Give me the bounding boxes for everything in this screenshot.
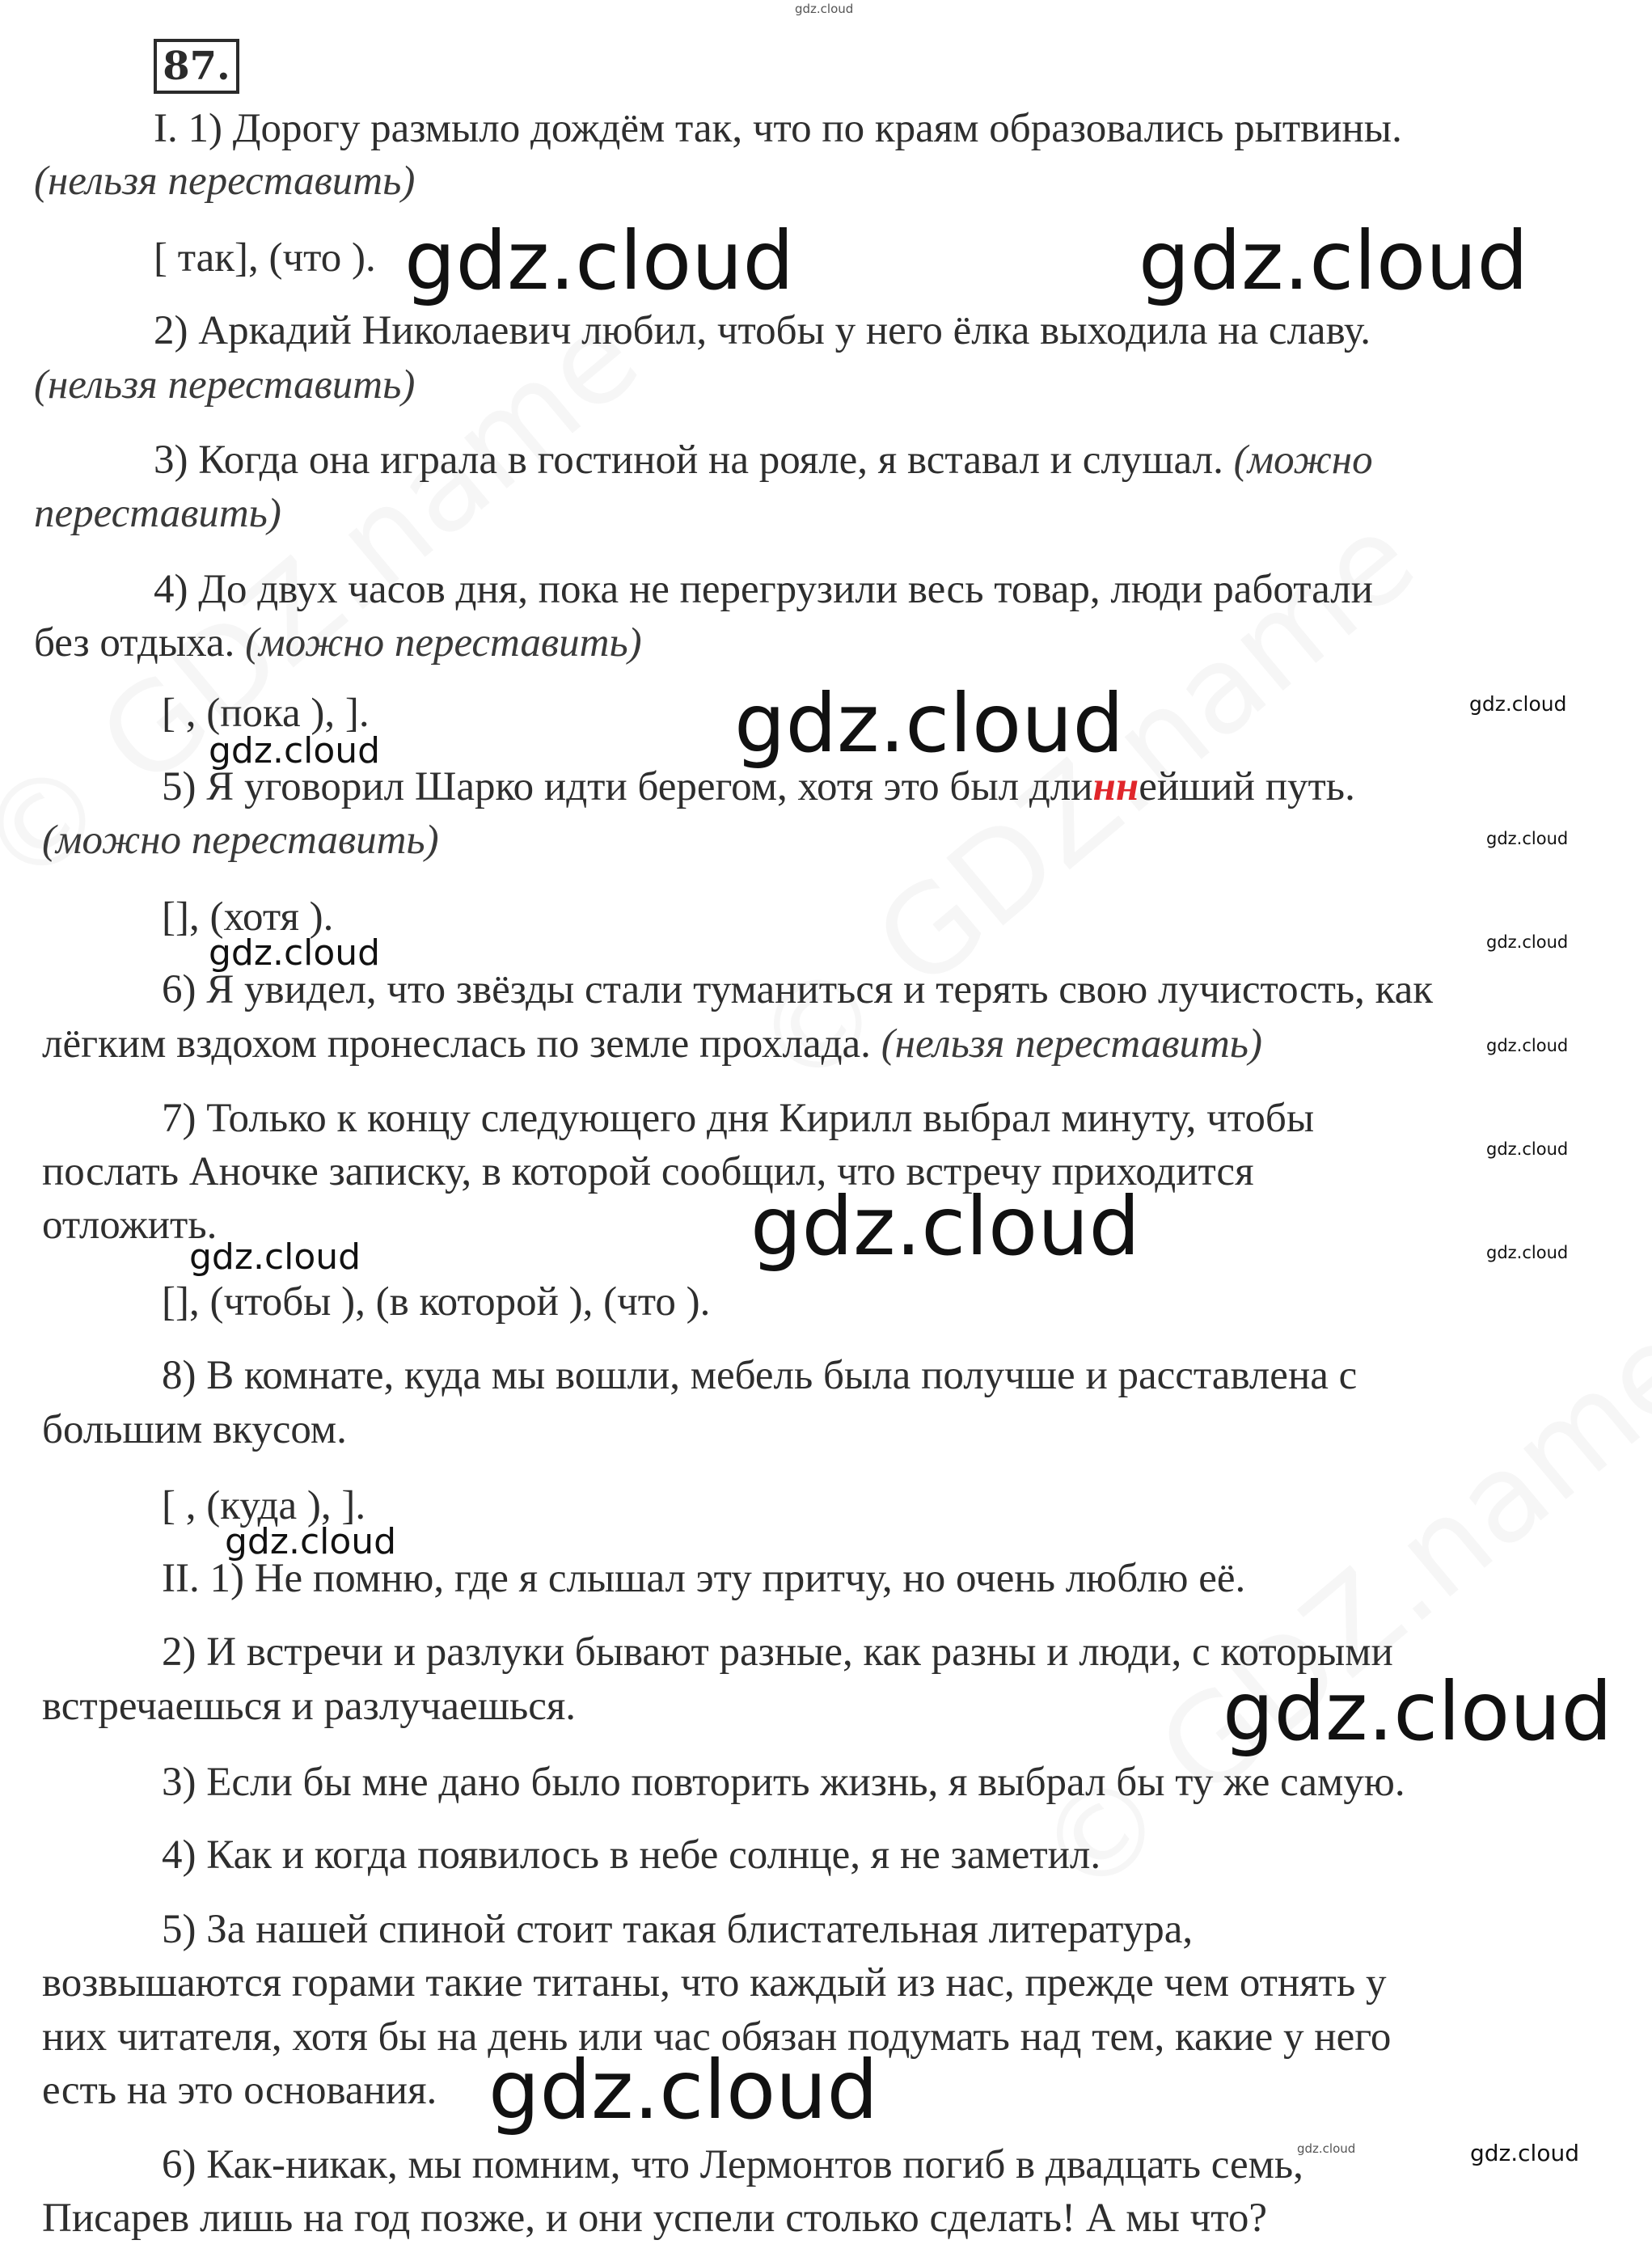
sentence-text: 3) Когда она играла в гостиной на рояле, я вставал и слушал.: [154, 437, 1234, 483]
text-line: 5) За нашей спиной стоит такая блистательная литература,: [162, 1907, 1194, 1952]
text-line: I. 1) Дорогу размыло дождём так, что по краям образовались рытвины.: [154, 106, 1402, 151]
watermark-text: gdz.cloud: [1486, 1243, 1569, 1262]
text-line: 2) Аркадий Николаевич любил, чтобы у него ёлка выходила на славу.: [154, 308, 1371, 353]
watermark-text: gdz.cloud: [1486, 932, 1569, 952]
text-line: II. 1) Не помню, где я слышал эту притчу, но очень люблю её.: [162, 1556, 1246, 1601]
text-line: 3) Если бы мне дано было повторить жизнь, я выбрал бы ту же самую.: [162, 1760, 1405, 1805]
sentence-text: ейший путь.: [1139, 764, 1355, 809]
watermark-text: gdz.cloud: [1223, 1664, 1613, 1759]
text-line: них читателя, хотя бы на день или час обязан подумать над тем, какие у него: [42, 2014, 1392, 2060]
text-line: 8) В комнате, куда мы вошли, мебель была получше и расставлена с: [162, 1353, 1358, 1398]
scheme-line: [ , (пока ), ].: [162, 691, 370, 736]
watermark-text: gdz.cloud: [1297, 2141, 1356, 2156]
note-text: (можно: [1233, 437, 1373, 483]
watermark-text: gdz.cloud: [734, 676, 1125, 771]
watermark-text: gdz.cloud: [1469, 692, 1567, 716]
scheme-line: [], (чтобы ), (в которой ), (что ).: [162, 1279, 711, 1325]
watermark-text: gdz.cloud: [209, 932, 381, 974]
text-line: большим вкусом.: [42, 1407, 347, 1452]
text-line: 4) До двух часов дня, пока не перегрузили весь товар, люди работали: [154, 567, 1373, 612]
watermark-text: gdz.cloud: [1470, 2140, 1579, 2166]
sentence-text: лёгким вздохом пронеслась по земле прохлада.: [42, 1021, 881, 1067]
watermark-text: gdz.cloud: [1139, 213, 1529, 308]
text-line: отложить.: [42, 1202, 218, 1248]
watermark-text: gdz.cloud: [1486, 1036, 1569, 1055]
text-line: встречаешься и разлучаешься.: [42, 1684, 577, 1729]
watermark-text: gdz.cloud: [488, 2043, 879, 2137]
text-line: есть на это основания.: [42, 2068, 437, 2113]
text-line: [42, 1019, 1262, 1069]
sentence-text: без отдыха.: [34, 620, 246, 666]
note-line: переставить): [34, 491, 281, 536]
text-line: послать Аночке записку, в которой сообщил, что встречу приходится: [42, 1149, 1254, 1194]
text-line: 6) Я увидел, что звёзды стали туманиться и терять свою лучистость, как: [162, 967, 1434, 1012]
highlighted-letters: нн: [1092, 764, 1139, 809]
watermark-text: gdz.cloud: [225, 1521, 397, 1562]
text-line: [34, 618, 642, 668]
text-line: 2) И встречи и разлуки бывают разные, как разны и люди, с которыми: [162, 1629, 1393, 1675]
note-text: (нельзя переставить): [881, 1021, 1262, 1067]
watermark-text: gdz.cloud: [209, 730, 381, 771]
text-line: 7) Только к концу следующего дня Кирилл выбрал минуту, чтобы: [162, 1096, 1315, 1141]
note-line: (нельзя переставить): [34, 362, 416, 408]
watermark-text: gdz.cloud: [189, 1236, 361, 1278]
sentence-text: 5) Я уговорил Шарко идти берегом, хотя это был дли: [162, 764, 1093, 809]
watermark-text: gdz.cloud: [1486, 1139, 1569, 1159]
watermark-text: gdz.cloud: [750, 1179, 1141, 1274]
exercise-number: 87.: [154, 39, 239, 94]
scheme-line: [ , (куда ), ].: [162, 1483, 366, 1528]
text-line: 6) Как-никак, мы помним, что Лермонтов погиб в двадцать семь,: [162, 2142, 1303, 2187]
scheme-line: [], (хотя ).: [162, 894, 334, 940]
note-text: (можно переставить): [245, 620, 642, 666]
watermark-text: gdz.cloud: [795, 2, 854, 16]
watermark-text: gdz.cloud: [1486, 829, 1569, 848]
scheme-line: [ так], (что ).: [154, 235, 376, 281]
text-line: Писарев лишь на год позже, и они успели столько сделать! А мы что?: [42, 2196, 1267, 2241]
text-line: 4) Как и когда появилось в небе солнце, я не заметил.: [162, 1832, 1101, 1878]
note-line: (нельзя переставить): [34, 158, 416, 204]
watermark-text: gdz.cloud: [404, 213, 795, 308]
note-line: (можно переставить): [42, 818, 439, 863]
text-line: возвышаются горами такие титаны, что каждый из нас, прежде чем отнять у: [42, 1960, 1387, 2006]
text-line: [154, 435, 1373, 485]
